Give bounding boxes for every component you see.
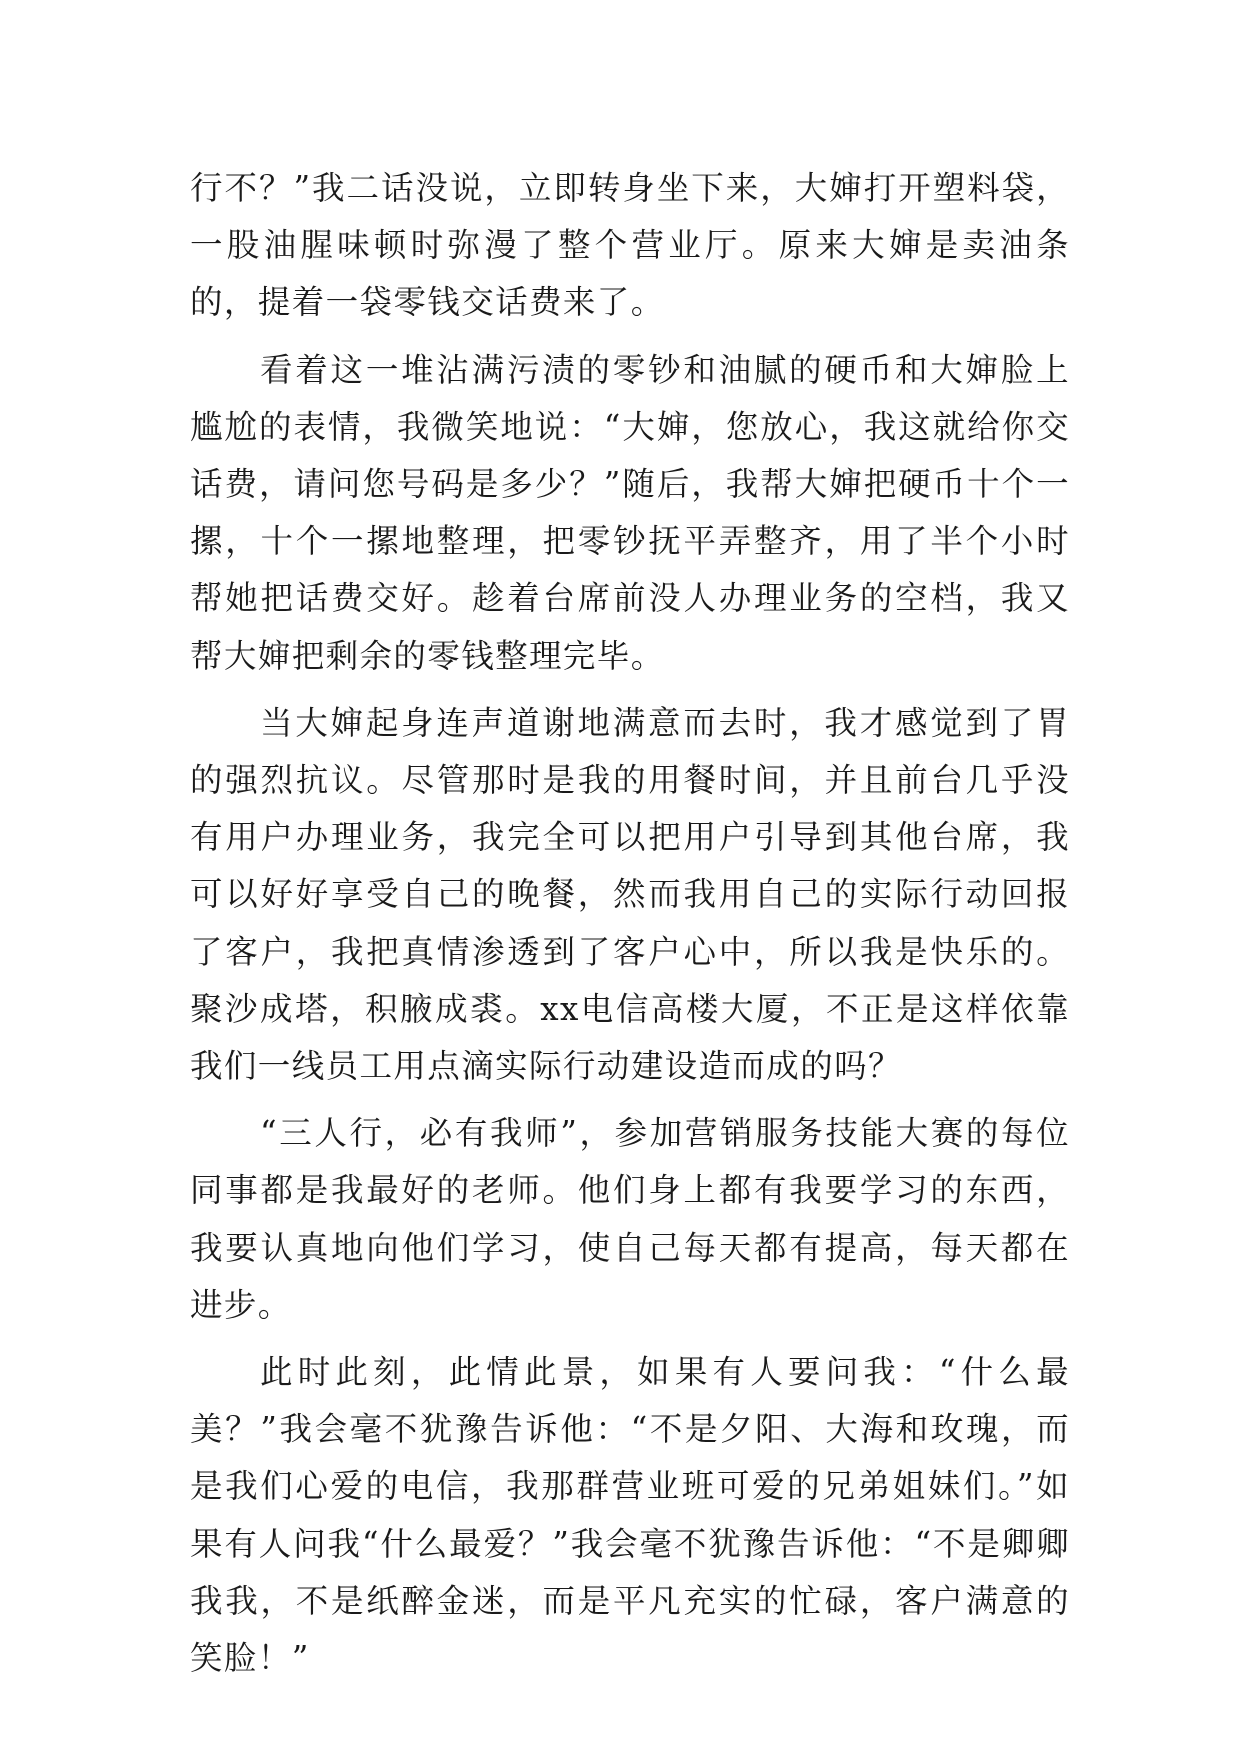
- paragraph-3: 当大婶起身连声道谢地满意而去时，我才感觉到了胃的强烈抗议。尽管那时是我的用餐时间，并且前台几乎没有用户办理业务，我完全可以把用户引导到其他台席，我可以好好享受自己的晚餐，然而我用自己的实际行动回报了客户，我把真情渗透到了客户心中，所以我是快乐的。聚沙成塔，积腋成裘。xx电信高楼大厦，不正是这样依靠我们一线员工用点滴实际行动建设造而成的吗？: [190, 703, 1070, 1086]
- body-text: [190, 160, 1070, 1697]
- paragraph-1: 行不？”我二话没说，立即转身坐下来，大婶打开塑料袋，一股油腥味顿时弥漫了整个营业厅。原来大婶是卖油条的，提着一袋零钱交话费来了。: [190, 169, 1070, 322]
- paragraph-5: 此时此刻，此情此景，如果有人要问我：“什么最美？”我会毫不犹豫告诉他：“不是夕阳、大海和玫瑰，而是我们心爱的电信，我那群营业班可爱的兄弟姐妹们。”如果有人问我“什么最爱？”我会毫不犹豫告诉他：“不是卿卿我我，不是纸醉金迷，而是平凡充实的忙碌，客户满意的笑脸！”: [190, 1353, 1070, 1678]
- paragraph-4: “三人行，必有我师”，参加营销服务技能大赛的每位同事都是我最好的老师。他们身上都有我要学习的东西，我要认真地向他们学习，使自己每天都有提高，每天都在进步。: [190, 1114, 1070, 1324]
- paragraph-2: 看着这一堆沾满污渍的零钞和油腻的硬币和大婶脸上尴尬的表情，我微笑地说：“大婶，您放心，我这就给你交话费，请问您号码是多少？”随后，我帮大婶把硬币十个一摞，十个一摞地整理，把零钞抚平弄整齐，用了半个小时帮她把话费交好。趁着台席前没人办理业务的空档，我又帮大婶把剩余的零钱整理完毕。: [190, 350, 1070, 675]
